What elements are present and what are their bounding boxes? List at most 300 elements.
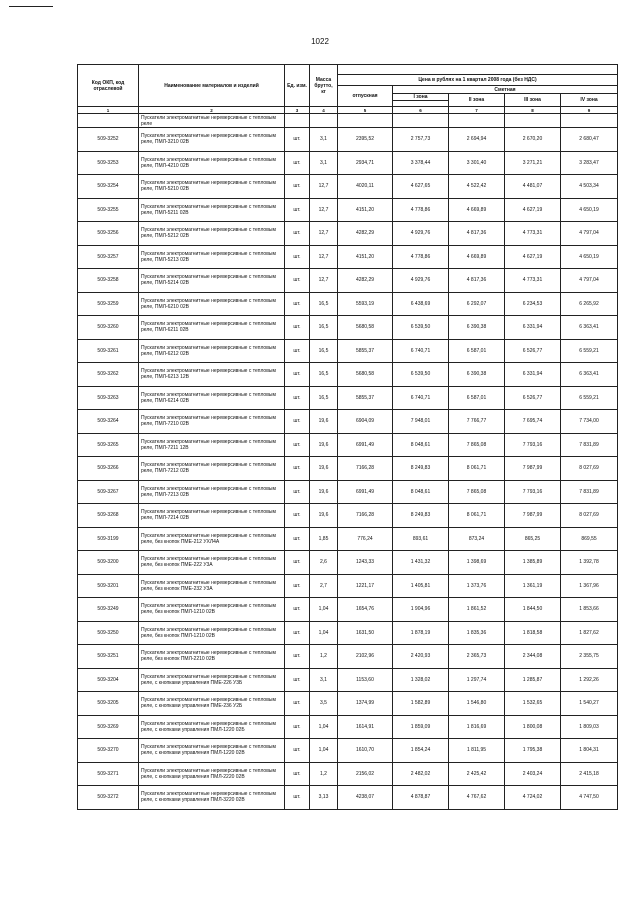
header-zone-3: III зона bbox=[505, 94, 561, 107]
row-zone-1-price: 4 778,86 bbox=[393, 198, 449, 222]
table-row bbox=[78, 739, 618, 763]
row-code: 509-3263 bbox=[78, 386, 139, 410]
table-row bbox=[78, 480, 618, 504]
table-row bbox=[78, 245, 618, 269]
row-zone-2-price: 6 587,01 bbox=[449, 339, 505, 363]
row-mass: 1,04 bbox=[310, 739, 338, 763]
row-name: Пускатели электромагнитные нереверсивные с тепловым реле, с кнопками управления ПМЛ-2220 02В bbox=[139, 762, 285, 786]
row-code: 509-3204 bbox=[78, 668, 139, 692]
row-name: Пускатели электромагнитные нереверсивные с тепловым реле, ПМЛ-7210 02В bbox=[139, 410, 285, 434]
row-code: 509-3260 bbox=[78, 316, 139, 340]
row-unit: шт. bbox=[285, 762, 310, 786]
row-zone-2-price: 1 546,80 bbox=[449, 692, 505, 716]
row-zone-2-price: 7 865,08 bbox=[449, 433, 505, 457]
corner-mark bbox=[9, 6, 53, 7]
row-unit: шт. bbox=[285, 621, 310, 645]
row-mass: 2,7 bbox=[310, 574, 338, 598]
row-zone-2-price: 7 865,08 bbox=[449, 480, 505, 504]
row-zone-4-price: 2 355,75 bbox=[561, 645, 618, 669]
row-unit: шт. bbox=[285, 739, 310, 763]
row-release-price: 6904,09 bbox=[338, 410, 393, 434]
row-release-price: 1631,50 bbox=[338, 621, 393, 645]
table-row bbox=[78, 551, 618, 575]
row-zone-4-price: 6 559,21 bbox=[561, 339, 618, 363]
row-code: 509-3256 bbox=[78, 222, 139, 246]
table-row bbox=[78, 457, 618, 481]
row-zone-1-price: 893,61 bbox=[393, 527, 449, 551]
row-zone-1-price: 1 854,24 bbox=[393, 739, 449, 763]
row-zone-1-price: 8 249,83 bbox=[393, 504, 449, 528]
column-number: 5 bbox=[338, 107, 393, 114]
row-zone-1-price: 4 929,76 bbox=[393, 269, 449, 293]
price-table bbox=[77, 64, 618, 810]
row-zone-1-price: 8 249,83 bbox=[393, 457, 449, 481]
row-zone-1-price: 6 740,71 bbox=[393, 339, 449, 363]
row-unit: шт. bbox=[285, 527, 310, 551]
row-mass: 3,1 bbox=[310, 128, 338, 152]
row-mass: 3,5 bbox=[310, 692, 338, 716]
row-zone-3-price: 1 800,08 bbox=[505, 715, 561, 739]
row-mass: 19,6 bbox=[310, 504, 338, 528]
row-zone-1-price: 1 405,81 bbox=[393, 574, 449, 598]
row-zone-3-price: 2 403,24 bbox=[505, 762, 561, 786]
row-zone-3-price: 6 234,53 bbox=[505, 292, 561, 316]
row-unit: шт. bbox=[285, 433, 310, 457]
table-row bbox=[78, 316, 618, 340]
row-name: Пускатели электромагнитные нереверсивные с тепловым реле, ПМЛ-6213 12В bbox=[139, 363, 285, 387]
row-zone-2-price: 6 587,01 bbox=[449, 386, 505, 410]
row-mass: 3,1 bbox=[310, 151, 338, 175]
table-row bbox=[78, 621, 618, 645]
row-unit: шт. bbox=[285, 786, 310, 810]
row-release-price: 5855,37 bbox=[338, 339, 393, 363]
row-release-price: 4282,29 bbox=[338, 269, 393, 293]
row-name: Пускатели электромагнитные нереверсивные с тепловым реле, ПМЛ-3210 02В bbox=[139, 128, 285, 152]
row-release-price: 776,24 bbox=[338, 527, 393, 551]
row-mass: 12,7 bbox=[310, 245, 338, 269]
row-zone-3-price: 4 773,31 bbox=[505, 269, 561, 293]
table-row bbox=[78, 386, 618, 410]
row-code: 509-3251 bbox=[78, 645, 139, 669]
row-zone-2-price: 1 373,76 bbox=[449, 574, 505, 598]
column-number-row bbox=[78, 107, 618, 114]
row-mass: 1,04 bbox=[310, 715, 338, 739]
row-unit: шт. bbox=[285, 245, 310, 269]
row-name: Пускатели электромагнитные нереверсивные с тепловым реле, ПМЛ-7211 12В bbox=[139, 433, 285, 457]
row-release-price: 1610,70 bbox=[338, 739, 393, 763]
table-row bbox=[78, 668, 618, 692]
row-name: Пускатели электромагнитные нереверсивные с тепловым реле, с кнопками управления ПМЕ-236 У2Б bbox=[139, 692, 285, 716]
row-zone-3-price: 7 793,16 bbox=[505, 480, 561, 504]
row-zone-4-price: 4 503,34 bbox=[561, 175, 618, 199]
row-mass: 16,5 bbox=[310, 386, 338, 410]
row-code: 509-3270 bbox=[78, 739, 139, 763]
row-mass: 12,7 bbox=[310, 175, 338, 199]
header-estimate: Сметная bbox=[393, 86, 618, 94]
header-price-group: Цена в рублях на 1 квартал 2008 года (без НДС) bbox=[338, 75, 618, 86]
row-mass: 16,5 bbox=[310, 363, 338, 387]
row-mass: 1,2 bbox=[310, 645, 338, 669]
row-zone-3-price: 4 627,19 bbox=[505, 245, 561, 269]
header-unit: Ед. изм. bbox=[285, 65, 310, 107]
row-code: 509-3271 bbox=[78, 762, 139, 786]
row-zone-3-price: 2 670,20 bbox=[505, 128, 561, 152]
header-zone-4: IV зона bbox=[561, 94, 618, 107]
column-number: 9 bbox=[561, 107, 618, 114]
row-zone-4-price: 1 392,78 bbox=[561, 551, 618, 575]
row-unit: шт. bbox=[285, 692, 310, 716]
table-row bbox=[78, 433, 618, 457]
column-number: 7 bbox=[449, 107, 505, 114]
row-zone-4-price: 7 734,00 bbox=[561, 410, 618, 434]
row-release-price: 5593,19 bbox=[338, 292, 393, 316]
row-zone-4-price: 7 831,89 bbox=[561, 480, 618, 504]
row-unit: шт. bbox=[285, 269, 310, 293]
row-zone-4-price: 4 797,04 bbox=[561, 269, 618, 293]
row-release-price: 2102,96 bbox=[338, 645, 393, 669]
row-zone-4-price: 8 027,69 bbox=[561, 504, 618, 528]
row-mass: 19,6 bbox=[310, 480, 338, 504]
row-unit: шт. bbox=[285, 151, 310, 175]
column-number: 6 bbox=[393, 107, 449, 114]
column-number: 2 bbox=[139, 107, 285, 114]
row-unit: шт. bbox=[285, 198, 310, 222]
column-number: 1 bbox=[78, 107, 139, 114]
row-release-price: 4151,20 bbox=[338, 198, 393, 222]
row-zone-1-price: 3 378,44 bbox=[393, 151, 449, 175]
row-zone-4-price: 869,55 bbox=[561, 527, 618, 551]
row-zone-4-price: 6 265,92 bbox=[561, 292, 618, 316]
table-row bbox=[78, 715, 618, 739]
page-number: 1022 bbox=[311, 37, 329, 46]
row-code: 509-3265 bbox=[78, 433, 139, 457]
row-mass: 12,7 bbox=[310, 198, 338, 222]
row-zone-1-price: 1 328,02 bbox=[393, 668, 449, 692]
row-zone-4-price: 8 027,69 bbox=[561, 457, 618, 481]
row-unit: шт. bbox=[285, 480, 310, 504]
row-name: Пускатели электромагнитные нереверсивные с тепловым реле, ПМЛ-4210 02В bbox=[139, 151, 285, 175]
column-number: 3 bbox=[285, 107, 310, 114]
table-row bbox=[78, 269, 618, 293]
header-blank bbox=[338, 65, 618, 75]
row-name: Пускатели электромагнитные нереверсивные с тепловым реле, без кнопок ПМЛ-2210 02В bbox=[139, 645, 285, 669]
row-zone-3-price: 4 481,07 bbox=[505, 175, 561, 199]
row-release-price: 5680,58 bbox=[338, 363, 393, 387]
row-name: Пускатели электромагнитные нереверсивные с тепловым реле, с кнопками управления ПМЛ-1220 02Б bbox=[139, 715, 285, 739]
header-mass: Масса брутто, кг bbox=[310, 65, 338, 107]
row-unit: шт. bbox=[285, 551, 310, 575]
row-zone-1-price: 2 757,73 bbox=[393, 128, 449, 152]
row-release-price: 2395,52 bbox=[338, 128, 393, 152]
row-zone-3-price: 7 987,99 bbox=[505, 457, 561, 481]
row-unit: шт. bbox=[285, 410, 310, 434]
row-release-price: 5680,58 bbox=[338, 316, 393, 340]
row-name: Пускатели электромагнитные нереверсивные с тепловым реле, ПМЛ-6211 02В bbox=[139, 316, 285, 340]
row-zone-3-price: 4 773,31 bbox=[505, 222, 561, 246]
row-code: 509-3252 bbox=[78, 128, 139, 152]
row-zone-2-price: 6 292,07 bbox=[449, 292, 505, 316]
row-zone-1-price: 8 048,61 bbox=[393, 480, 449, 504]
row-zone-2-price: 1 811,95 bbox=[449, 739, 505, 763]
row-zone-1-price: 4 929,76 bbox=[393, 222, 449, 246]
row-zone-1-price: 1 878,19 bbox=[393, 621, 449, 645]
row-mass: 1,04 bbox=[310, 598, 338, 622]
row-zone-2-price: 1 861,52 bbox=[449, 598, 505, 622]
header-name: Наименование материалов и изделий bbox=[139, 65, 285, 107]
row-zone-2-price: 7 766,77 bbox=[449, 410, 505, 434]
row-unit: шт. bbox=[285, 316, 310, 340]
row-code: 509-3201 bbox=[78, 574, 139, 598]
row-mass: 12,7 bbox=[310, 222, 338, 246]
row-zone-1-price: 7 948,01 bbox=[393, 410, 449, 434]
row-zone-2-price: 1 835,36 bbox=[449, 621, 505, 645]
row-mass: 19,6 bbox=[310, 433, 338, 457]
row-zone-3-price: 4 724,02 bbox=[505, 786, 561, 810]
row-zone-4-price: 1 853,66 bbox=[561, 598, 618, 622]
row-name: Пускатели электромагнитные нереверсивные с тепловым реле, с кнопками управления ПМЛ-3220 02В bbox=[139, 786, 285, 810]
row-zone-3-price: 1 844,50 bbox=[505, 598, 561, 622]
row-name: Пускатели электромагнитные нереверсивные с тепловым реле, ПМЛ-7214 02В bbox=[139, 504, 285, 528]
row-zone-3-price: 1 285,87 bbox=[505, 668, 561, 692]
table-body bbox=[78, 114, 618, 810]
table-header bbox=[78, 65, 618, 114]
header-code: Код ОКП, код отраслевой bbox=[78, 65, 139, 107]
row-unit: шт. bbox=[285, 598, 310, 622]
row-zone-2-price: 4 817,36 bbox=[449, 269, 505, 293]
row-zone-1-price: 4 627,65 bbox=[393, 175, 449, 199]
row-release-price: 4020,11 bbox=[338, 175, 393, 199]
row-mass: 1,04 bbox=[310, 621, 338, 645]
table-row bbox=[78, 527, 618, 551]
row-code: 509-3205 bbox=[78, 692, 139, 716]
row-zone-2-price: 4 669,89 bbox=[449, 245, 505, 269]
row-mass: 12,7 bbox=[310, 269, 338, 293]
row-zone-2-price: 2 694,94 bbox=[449, 128, 505, 152]
row-zone-1-price: 1 904,96 bbox=[393, 598, 449, 622]
row-zone-2-price: 2 365,73 bbox=[449, 645, 505, 669]
row-code: 509-3200 bbox=[78, 551, 139, 575]
row-zone-4-price: 4 747,50 bbox=[561, 786, 618, 810]
row-code: 509-3250 bbox=[78, 621, 139, 645]
row-zone-3-price: 1 818,58 bbox=[505, 621, 561, 645]
row-code: 509-3258 bbox=[78, 269, 139, 293]
row-zone-1-price: 6 740,71 bbox=[393, 386, 449, 410]
row-code: 509-3199 bbox=[78, 527, 139, 551]
row-release-price: 1374,99 bbox=[338, 692, 393, 716]
row-zone-3-price: 1 795,38 bbox=[505, 739, 561, 763]
row-code: 509-3269 bbox=[78, 715, 139, 739]
row-zone-4-price: 6 559,21 bbox=[561, 386, 618, 410]
row-code: 509-3257 bbox=[78, 245, 139, 269]
table-row bbox=[78, 598, 618, 622]
row-zone-2-price: 1 297,74 bbox=[449, 668, 505, 692]
row-zone-3-price: 7 987,99 bbox=[505, 504, 561, 528]
row-unit: шт. bbox=[285, 668, 310, 692]
row-code: 509-3267 bbox=[78, 480, 139, 504]
row-name: Пускатели электромагнитные нереверсивные с тепловым реле, ПМЛ-5211 02В bbox=[139, 198, 285, 222]
table-row bbox=[78, 504, 618, 528]
row-zone-4-price: 2 680,47 bbox=[561, 128, 618, 152]
row-release-price: 7166,28 bbox=[338, 457, 393, 481]
row-zone-4-price: 3 283,47 bbox=[561, 151, 618, 175]
table-row bbox=[78, 222, 618, 246]
row-unit: шт. bbox=[285, 574, 310, 598]
row-code: 509-3253 bbox=[78, 151, 139, 175]
row-zone-1-price: 1 582,89 bbox=[393, 692, 449, 716]
row-code: 509-3266 bbox=[78, 457, 139, 481]
row-release-price: 5855,37 bbox=[338, 386, 393, 410]
table-row bbox=[78, 175, 618, 199]
row-unit: шт. bbox=[285, 715, 310, 739]
table-row bbox=[78, 198, 618, 222]
row-zone-2-price: 8 061,71 bbox=[449, 457, 505, 481]
row-code: 509-3264 bbox=[78, 410, 139, 434]
row-unit: шт. bbox=[285, 339, 310, 363]
row-release-price: 1614,91 bbox=[338, 715, 393, 739]
row-zone-3-price: 6 526,77 bbox=[505, 386, 561, 410]
row-name: Пускатели электромагнитные нереверсивные с тепловым реле, без кнопок ПМЕ-212 УХЛ4А bbox=[139, 527, 285, 551]
row-unit: шт. bbox=[285, 292, 310, 316]
row-zone-1-price: 8 048,61 bbox=[393, 433, 449, 457]
row-zone-1-price: 4 778,86 bbox=[393, 245, 449, 269]
row-zone-2-price: 1 816,69 bbox=[449, 715, 505, 739]
row-zone-2-price: 3 301,40 bbox=[449, 151, 505, 175]
row-unit: шт. bbox=[285, 386, 310, 410]
row-release-price: 6991,49 bbox=[338, 433, 393, 457]
row-zone-2-price: 2 425,42 bbox=[449, 762, 505, 786]
row-zone-2-price: 8 061,71 bbox=[449, 504, 505, 528]
row-zone-2-price: 6 390,38 bbox=[449, 316, 505, 340]
row-unit: шт. bbox=[285, 128, 310, 152]
row-name: Пускатели электромагнитные нереверсивные с тепловым реле, ПМЛ-5212 02В bbox=[139, 222, 285, 246]
row-zone-4-price: 4 650,19 bbox=[561, 198, 618, 222]
header-release: отпускная bbox=[338, 86, 393, 107]
row-unit: шт. bbox=[285, 457, 310, 481]
table-row bbox=[78, 363, 618, 387]
row-zone-1-price: 2 420,93 bbox=[393, 645, 449, 669]
row-mass: 2,6 bbox=[310, 551, 338, 575]
row-mass: 1,85 bbox=[310, 527, 338, 551]
row-code: 509-3259 bbox=[78, 292, 139, 316]
row-zone-1-price: 6 438,69 bbox=[393, 292, 449, 316]
row-zone-1-price: 1 431,32 bbox=[393, 551, 449, 575]
row-zone-3-price: 1 361,19 bbox=[505, 574, 561, 598]
row-release-price: 1221,17 bbox=[338, 574, 393, 598]
row-zone-3-price: 6 331,94 bbox=[505, 363, 561, 387]
row-zone-4-price: 1 540,27 bbox=[561, 692, 618, 716]
row-zone-3-price: 1 532,65 bbox=[505, 692, 561, 716]
table-row bbox=[78, 574, 618, 598]
row-release-price: 4151,20 bbox=[338, 245, 393, 269]
row-zone-4-price: 1 367,96 bbox=[561, 574, 618, 598]
row-mass: 19,6 bbox=[310, 457, 338, 481]
row-name: Пускатели электромагнитные нереверсивные с тепловым реле, ПМЛ-7213 02В bbox=[139, 480, 285, 504]
row-release-price: 7166,28 bbox=[338, 504, 393, 528]
row-name: Пускатели электромагнитные нереверсивные с тепловым реле, без кнопок ПМЕ-232 У3А bbox=[139, 574, 285, 598]
row-zone-1-price: 4 878,87 bbox=[393, 786, 449, 810]
row-name: Пускатели электромагнитные нереверсивные с тепловым реле, с кнопками управления ПМЛ-1220 02В bbox=[139, 739, 285, 763]
table-row bbox=[78, 339, 618, 363]
row-zone-4-price: 4 650,19 bbox=[561, 245, 618, 269]
table-row bbox=[78, 410, 618, 434]
row-zone-2-price: 4 767,62 bbox=[449, 786, 505, 810]
row-zone-4-price: 1 292,26 bbox=[561, 668, 618, 692]
row-zone-1-price: 1 859,09 bbox=[393, 715, 449, 739]
row-unit: шт. bbox=[285, 222, 310, 246]
row-name: Пускатели электромагнитные нереверсивные с тепловым реле, с кнопками управления ПМЕ-226 У3Б bbox=[139, 668, 285, 692]
group-title: Пускатели электромагнитные нереверсивные с тепловым реле bbox=[139, 114, 285, 128]
row-release-price: 2934,71 bbox=[338, 151, 393, 175]
row-name: Пускатели электромагнитные нереверсивные с тепловым реле, ПМЛ-7212 02В bbox=[139, 457, 285, 481]
row-code: 509-3272 bbox=[78, 786, 139, 810]
row-name: Пускатели электромагнитные нереверсивные с тепловым реле, без кнопок ПМЕ-222 У3А bbox=[139, 551, 285, 575]
row-zone-3-price: 6 526,77 bbox=[505, 339, 561, 363]
row-zone-2-price: 4 817,36 bbox=[449, 222, 505, 246]
row-zone-4-price: 1 827,62 bbox=[561, 621, 618, 645]
row-zone-3-price: 6 331,94 bbox=[505, 316, 561, 340]
row-zone-4-price: 7 831,89 bbox=[561, 433, 618, 457]
row-code: 509-3268 bbox=[78, 504, 139, 528]
row-code: 509-3262 bbox=[78, 363, 139, 387]
row-release-price: 1654,76 bbox=[338, 598, 393, 622]
row-unit: шт. bbox=[285, 645, 310, 669]
row-zone-4-price: 4 797,04 bbox=[561, 222, 618, 246]
row-zone-4-price: 1 804,31 bbox=[561, 739, 618, 763]
row-mass: 19,6 bbox=[310, 410, 338, 434]
row-zone-3-price: 7 695,74 bbox=[505, 410, 561, 434]
table-row bbox=[78, 151, 618, 175]
row-zone-4-price: 2 415,18 bbox=[561, 762, 618, 786]
row-mass: 16,5 bbox=[310, 339, 338, 363]
row-zone-3-price: 7 793,16 bbox=[505, 433, 561, 457]
row-zone-4-price: 6 363,41 bbox=[561, 363, 618, 387]
row-zone-4-price: 6 363,41 bbox=[561, 316, 618, 340]
column-number: 8 bbox=[505, 107, 561, 114]
row-release-price: 1243,33 bbox=[338, 551, 393, 575]
row-zone-2-price: 4 669,89 bbox=[449, 198, 505, 222]
row-zone-2-price: 6 390,38 bbox=[449, 363, 505, 387]
row-mass: 1,2 bbox=[310, 762, 338, 786]
row-zone-1-price: 6 539,50 bbox=[393, 316, 449, 340]
row-name: Пускатели электромагнитные нереверсивные с тепловым реле, ПМЛ-5214 02В bbox=[139, 269, 285, 293]
header-zone-2: II зона bbox=[449, 94, 505, 107]
table-row bbox=[78, 762, 618, 786]
table-row bbox=[78, 645, 618, 669]
row-zone-1-price: 6 539,50 bbox=[393, 363, 449, 387]
row-zone-3-price: 865,25 bbox=[505, 527, 561, 551]
row-mass: 16,5 bbox=[310, 292, 338, 316]
row-mass: 3,13 bbox=[310, 786, 338, 810]
table-row bbox=[78, 128, 618, 152]
row-zone-3-price: 3 271,21 bbox=[505, 151, 561, 175]
header-zone-1: I зона bbox=[393, 94, 449, 101]
row-release-price: 1153,60 bbox=[338, 668, 393, 692]
row-name: Пускатели электромагнитные нереверсивные с тепловым реле, ПМЛ-5213 02В bbox=[139, 245, 285, 269]
row-mass: 3,1 bbox=[310, 668, 338, 692]
table-row bbox=[78, 786, 618, 810]
row-code: 509-3254 bbox=[78, 175, 139, 199]
table-row bbox=[78, 692, 618, 716]
row-name: Пускатели электромагнитные нереверсивные с тепловым реле, ПМЛ-6212 02В bbox=[139, 339, 285, 363]
row-code: 509-3249 bbox=[78, 598, 139, 622]
group-row bbox=[78, 114, 618, 128]
row-zone-3-price: 1 385,89 bbox=[505, 551, 561, 575]
row-code: 509-3255 bbox=[78, 198, 139, 222]
row-unit: шт. bbox=[285, 504, 310, 528]
row-zone-2-price: 4 522,42 bbox=[449, 175, 505, 199]
row-name: Пускатели электромагнитные нереверсивные с тепловым реле, без кнопок ПМЛ-1210 02В bbox=[139, 621, 285, 645]
row-release-price: 4282,29 bbox=[338, 222, 393, 246]
